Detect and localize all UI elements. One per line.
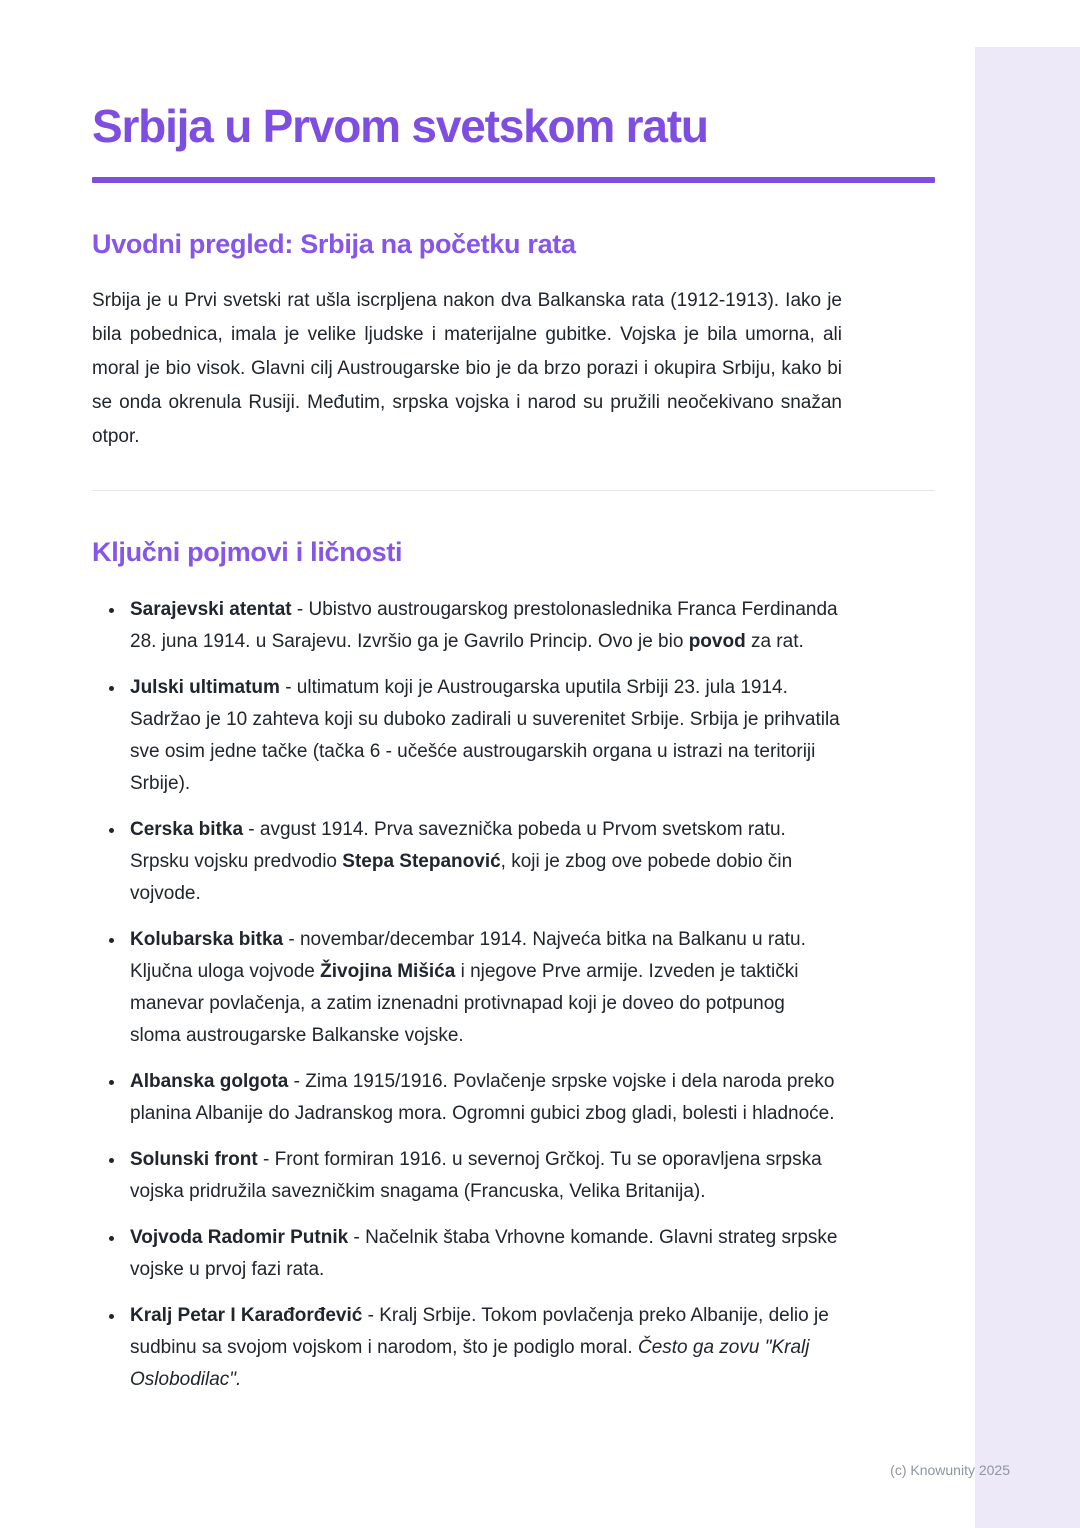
key-term-name: Albanska golgota [130, 1070, 289, 1092]
key-term-name: Vojvoda Radomir Putnik [130, 1226, 349, 1248]
copyright-footer: (c) Knowunity 2025 [890, 1462, 1010, 1478]
key-term-name: Sarajevski atentat [130, 598, 292, 620]
key-term-name: Stepa Stepanović [342, 850, 501, 872]
term-description: - Front formiran 1916. u severnoj Grčkoj. Tu se oporavljena srpska vojska pridružila savezničkim snagama (Francuska, Velika Britanija). [130, 1148, 822, 1202]
section-heading-intro: Uvodni pregled: Srbija na početku rata [92, 228, 576, 259]
term-description: - novembar/decembar 1914. Najveća bitka na Balkanu u ratu. Ključna uloga vojvode [130, 928, 806, 982]
key-term-item [126, 594, 840, 658]
term-description: - Zima 1915/1916. Povlačenje srpske vojske i dela naroda preko planina Albanije do Jadranskog mora. Ogromni gubici zbog gladi, bolesti i hladnoće. [130, 1070, 835, 1124]
key-terms-list [92, 594, 840, 1396]
term-description: i njegove Prve armije. Izveden je taktički manevar povlačenja, a zatim iznenadni protivnapad koji je doveo do potpunog sloma austrougarske Balkanske vojske. [130, 960, 799, 1046]
key-term-item [126, 1300, 840, 1396]
right-margin-stripe [975, 47, 1080, 1528]
section-divider [92, 490, 935, 491]
term-description: - Kralj Srbije. Tokom povlačenja preko Albanije, delio je sudbinu sa svojom vojskom i narodom, što je podiglo moral. [130, 1304, 829, 1358]
page-title: Srbija u Prvom svetskom ratu [92, 100, 708, 152]
key-term-name: Kralj Petar I Karađorđević [130, 1304, 363, 1326]
document-content [92, 100, 935, 1410]
key-term-item [126, 1222, 840, 1286]
term-description: - Načelnik štaba Vrhovne komande. Glavni strateg srpske vojske u prvoj fazi rata. [130, 1226, 838, 1280]
key-term-name: Živojina Mišića [320, 960, 456, 982]
term-description: , koji je zbog ove pobede dobio čin vojvode. [130, 850, 793, 904]
key-term-item [126, 814, 840, 910]
key-term-item [126, 1144, 840, 1208]
key-term-name: Kolubarska bitka [130, 928, 284, 950]
key-term-item [126, 672, 840, 800]
term-description: - ultimatum koji je Austrougarska uputila Srbiji 23. jula 1914. Sadržao je 10 zahteva koji su duboko zadirali u suverenitet Srbije. Srbija je prihvatila sve osim jedne tačke (tačka 6 - učešće austrougarskih organa u istrazi na teritoriji Srbije). [130, 676, 840, 794]
term-description: za rat. [745, 630, 804, 652]
term-description: - Ubistvo austrougarskog prestolonaslednika Franca Ferdinanda 28. juna 1914. u Sarajevu. Izvršio ga je Gavrilo Princip. Ovo je bio [130, 598, 838, 652]
key-term-name: Cerska bitka [130, 818, 244, 840]
key-term-item [126, 1066, 840, 1130]
key-term-item [126, 924, 840, 1052]
title-divider-rule [92, 177, 935, 183]
italic-note: Često ga zovu "Kralj Oslobodilac". [130, 1336, 810, 1390]
term-description: - avgust 1914. Prva saveznička pobeda u Prvom svetskom ratu. Srpsku vojsku predvodio [130, 818, 786, 872]
section-heading-key-terms: Ključni pojmovi i ličnosti [92, 536, 403, 567]
key-term-name: Solunski front [130, 1148, 258, 1170]
key-term-name: povod [688, 630, 746, 652]
key-term-name: Julski ultimatum [130, 676, 280, 698]
intro-paragraph: Srbija je u Prvi svetski rat ušla iscrpljena nakon dva Balkanska rata (1912-1913). Iako je bila pobednica, imala je velike ljudske i materijalne gubitke. Vojska je bila umorna, ali moral je bio visok. Glavni cilj Austrougarske bio je da brzo porazi i okupira Srbiju, kako bi se onda okrenula Rusiji. Međutim, srpska vojska i narod su pružili neočekivano snažan otpor. [92, 289, 842, 447]
